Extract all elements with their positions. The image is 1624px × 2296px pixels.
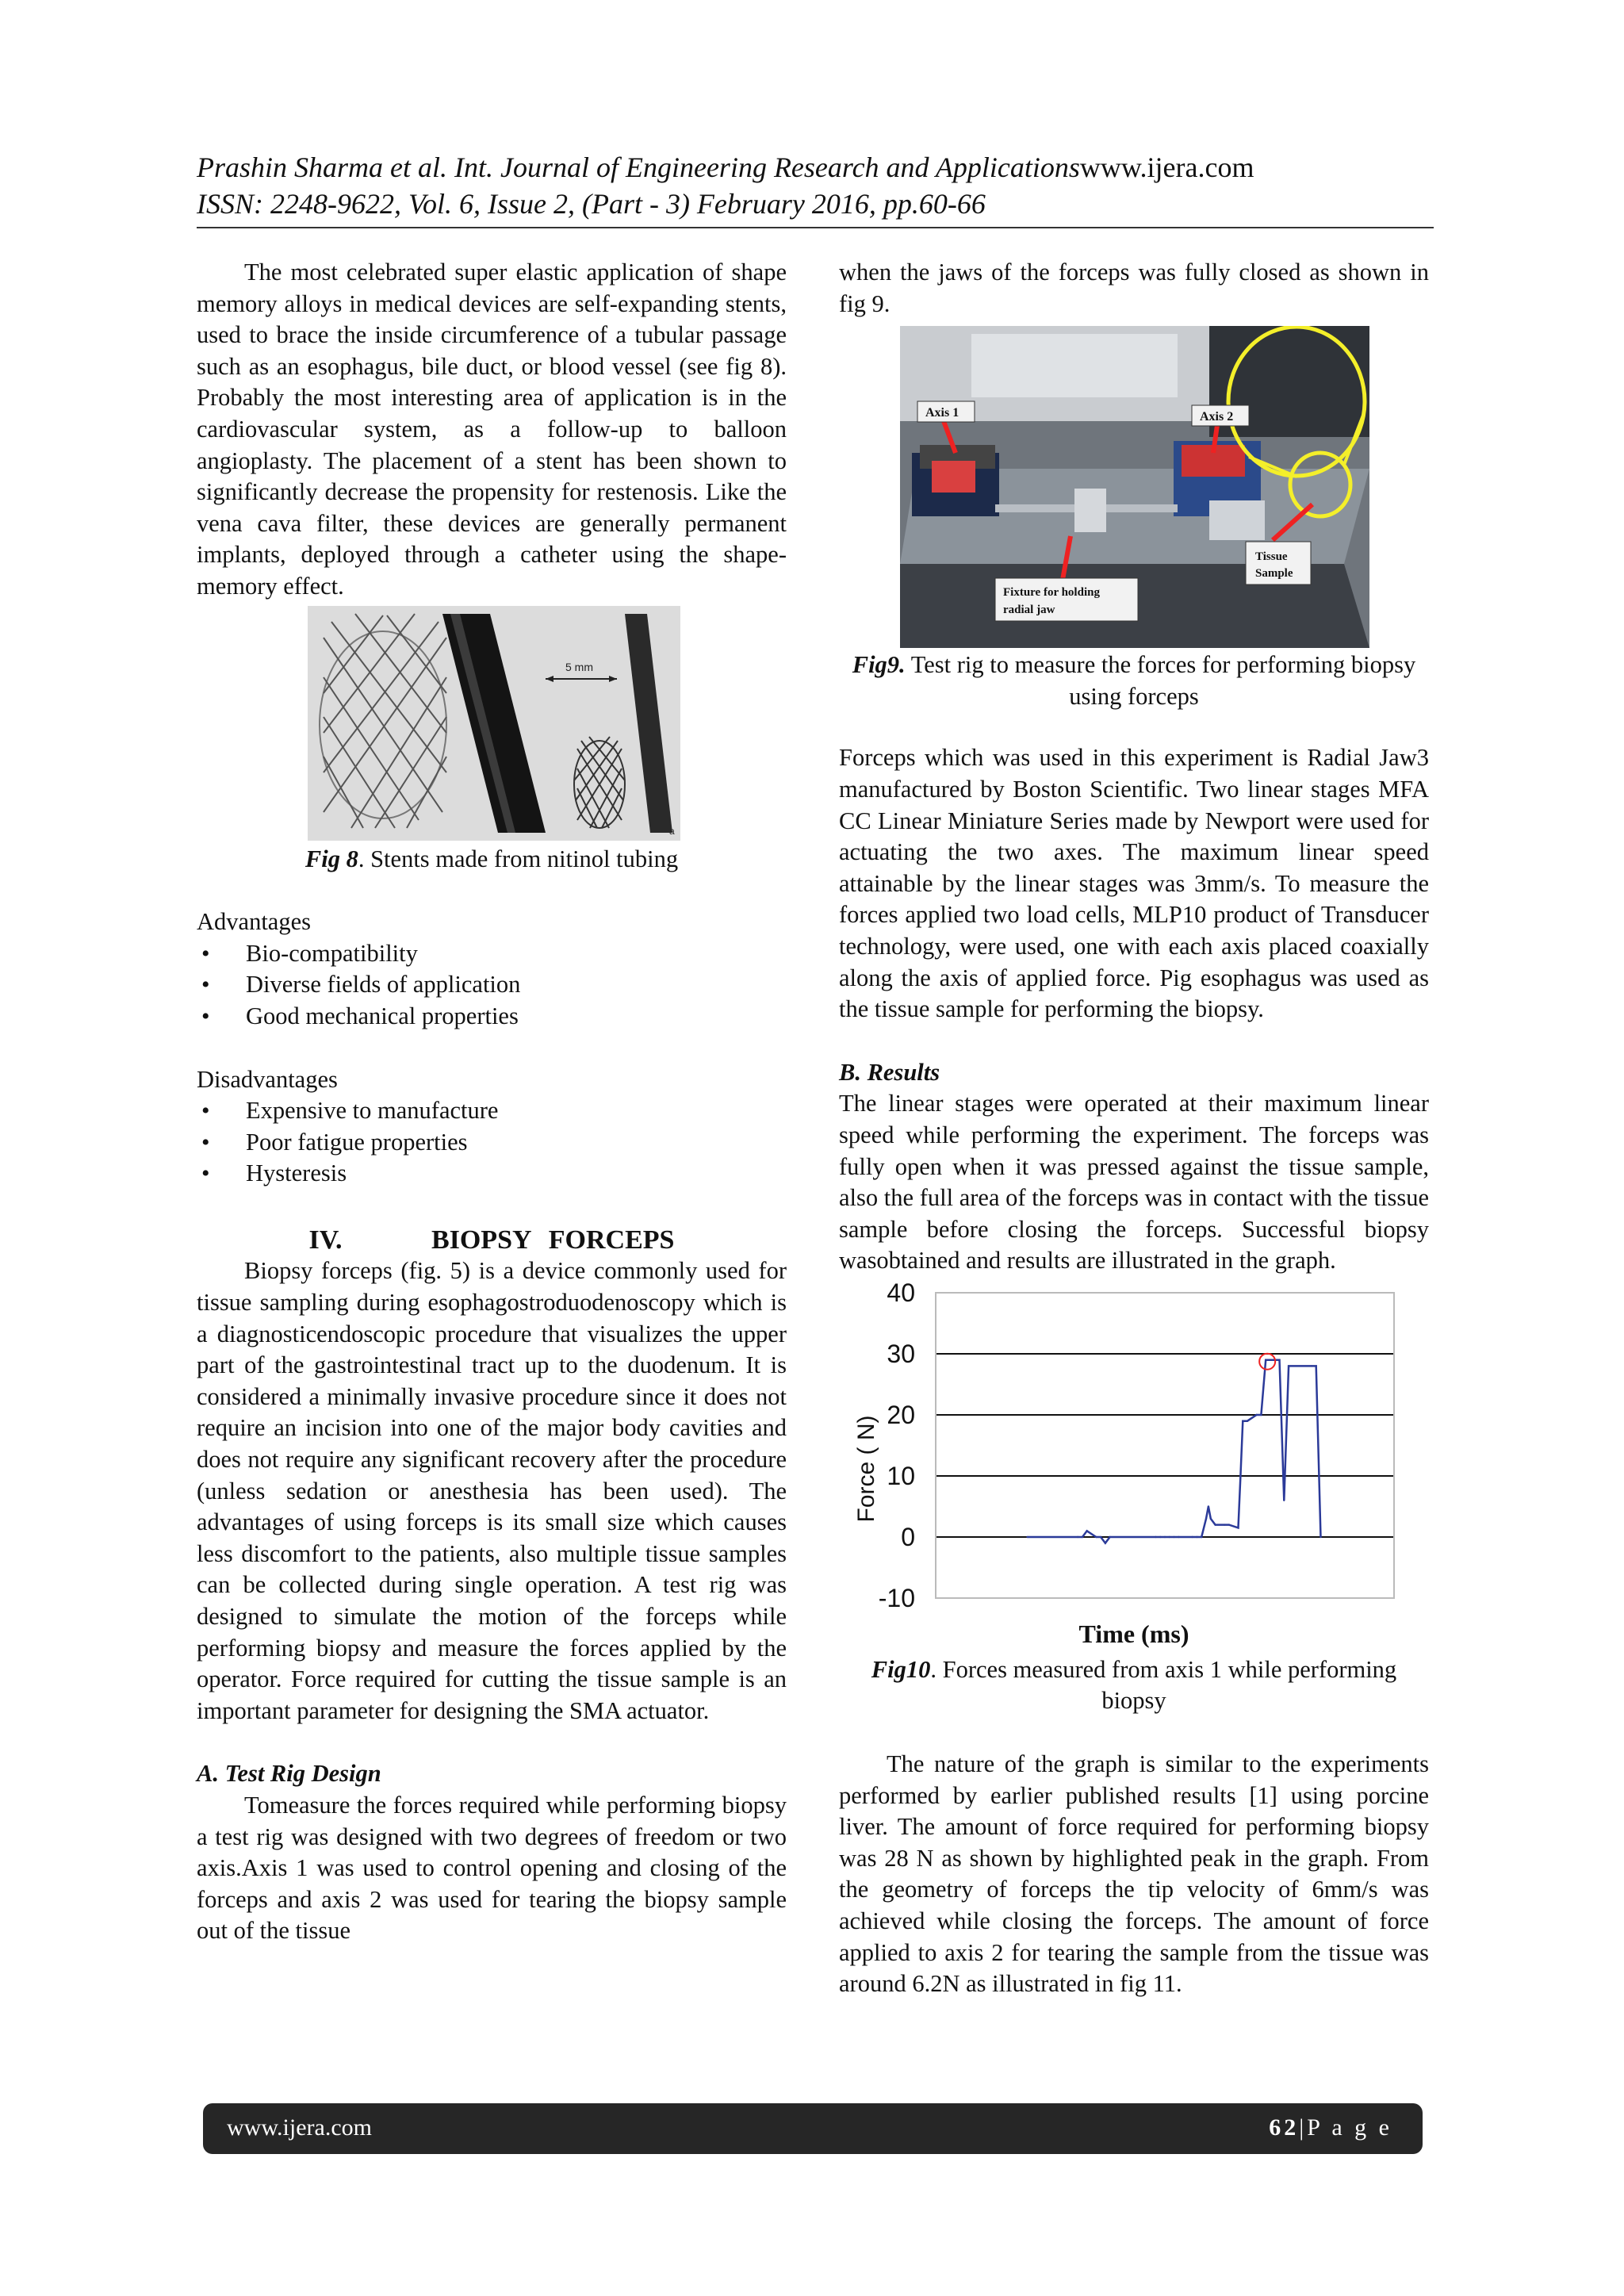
chart-data-point	[1191, 1536, 1193, 1538]
chart-data-point	[1260, 1414, 1262, 1416]
fig10-caption-text: . Forces measured from axis 1 while performing biopsy	[930, 1655, 1397, 1715]
chart-peak-highlight	[1259, 1354, 1275, 1370]
fig10-label: Fig10	[871, 1655, 931, 1683]
subsection-b-heading: B. Results	[839, 1058, 940, 1086]
right-column	[839, 257, 1429, 2000]
fig8-caption-text: . Stents made from nitinol tubing	[358, 845, 679, 872]
fig8-label: Fig 8	[304, 845, 358, 872]
chart-data-point	[1242, 1420, 1243, 1421]
header-issn: ISSN: 2248-9622, Vol. 6, Issue 2, (Part - 3) February 2016, pp.60-66	[197, 188, 986, 220]
chart-plot-frame	[936, 1293, 1394, 1598]
chart-y-tick-label: 30	[887, 1339, 915, 1368]
fig10-caption	[839, 1654, 1429, 1717]
fig9-caption	[839, 650, 1429, 712]
chart-data-point	[1082, 1536, 1083, 1538]
chart-data-point	[1201, 1536, 1202, 1538]
chart-data-point	[1026, 1536, 1028, 1538]
chart-data-point	[1155, 1536, 1156, 1538]
disadvantages-list	[197, 1095, 787, 1190]
intro-paragraph: The most celebrated super elastic application of shape memory alloys in medical devices are self-expanding stents, used to brace the inside circumference of a tubular passage such as an esophagus, bile duct, or blood vessel (see fig 8). Probably the most interesting area of application is in the cardiovascular system, as a follow-up to balloon angioplasty. The placement of a stent has been shown to significantly decrease the propensity for restenosis. Like the vena cava filter, these devices are generally permanent implants, deployed through a catheter using the shape-memory effect.	[197, 259, 787, 600]
chart-data-point	[1320, 1536, 1321, 1538]
chart-series-line	[1028, 1360, 1321, 1543]
fig9-axis2-label: Axis 2	[1200, 410, 1234, 424]
chart-data-point	[1196, 1536, 1197, 1538]
chart-data-point	[1224, 1524, 1225, 1525]
fig9-caption-text: Test rig to measure the forces for performing biopsy using forceps	[905, 651, 1416, 710]
fig9-fixture-label-line1: Fixture for holding	[1003, 586, 1100, 600]
chart-y-axis-label: Force ( N)	[853, 1415, 879, 1523]
chart-data-point	[1237, 1527, 1239, 1528]
fig9-test-rig-image	[900, 326, 1369, 648]
chart-data-point	[1214, 1524, 1216, 1525]
list-item: • Good mechanical properties	[197, 1001, 787, 1033]
discussion-paragraph: The nature of the graph is similar to the experiments performed by earlier published results [1] using porcine liver. The amount of force required for performing biopsy was 28 N as shown by highlighted peak in the graph. From the geometry of forceps the tip velocity of 6mm/s was achieved while closing the forceps. The amount of force applied to axis 2 for tearing the sample from the tissue was around 6.2N as illustrated in fig 11.	[839, 1750, 1429, 1998]
chart-data-point	[1210, 1518, 1212, 1520]
advantages-list	[197, 938, 787, 1033]
chart-gridlines	[936, 1354, 1394, 1537]
forceps-paragraph: Forceps which was used in this experiment is Radial Jaw3 manufactured by Boston Scientific. Two linear stages MFA CC Linear Miniature Series made by Newport were used for actuating the two axes. The maximum linear speed attainable by the linear stages was 3mm/s. To measure the forces applied two load cells, MLP10 product of Transducer technology, were used, one with each axis placed coaxially along the axis of applied force. Pig esophagus was used as the tissue sample for performing the biopsy.	[839, 744, 1429, 1023]
fig10-force-chart	[839, 1282, 1429, 1654]
advantages-title: Advantages	[197, 908, 311, 936]
list-item: • Diverse fields of application	[197, 969, 787, 1001]
chart-data-point	[1255, 1414, 1257, 1416]
fig9-fixture-label-line2: radial jaw	[1003, 604, 1055, 617]
chart-data-point	[1244, 1420, 1246, 1421]
chart-data-point	[1316, 1365, 1317, 1366]
chart-data-point	[1208, 1505, 1209, 1507]
chart-y-tick-label: -10	[878, 1583, 915, 1612]
test-rig-paragraph: Tomeasure the forces required while performing biopsy a test rig was designed with two degrees of freedom or two axis.Axis 1 was used to control opening and closing of the forceps and axis 2 was used for tearing the biopsy sample out of the tissue	[197, 1791, 787, 1945]
chart-data-point	[1159, 1536, 1161, 1538]
left-column	[197, 257, 787, 1947]
chart-data-point	[1173, 1536, 1174, 1538]
fig8-scale-label: 5 mm	[565, 660, 593, 673]
section-heading: IV. BIOPSY FORCEPS	[308, 1225, 675, 1255]
list-item: • Expensive to manufacture	[197, 1095, 787, 1127]
chart-data-point	[1109, 1536, 1110, 1538]
chart-y-tick-label: 40	[887, 1281, 915, 1307]
chart-data-point	[1105, 1542, 1106, 1543]
results-paragraph: The linear stages were operated at their maximum linear speed while performing the experiment. The forceps was fully open when it was pressed against the tissue sample, also the full area of the forceps was in contact with the tissue sample before closing the forceps. Successful biopsy wasobtained and results are illustrated in the graph.	[839, 1090, 1429, 1274]
chart-data-point	[1283, 1499, 1285, 1501]
chart-data-point	[1247, 1420, 1248, 1421]
chart-x-axis-label: Time (ms)	[1078, 1619, 1189, 1648]
chart-data-point	[1164, 1536, 1166, 1538]
chart-data-point	[1095, 1536, 1097, 1538]
header-journal: Prashin Sharma et al. Int. Journal of Engineering Research and Applications	[197, 151, 1080, 183]
chart-data-point	[1178, 1536, 1179, 1538]
chart-series-points	[1026, 1359, 1321, 1543]
chart-y-tick-label: 0	[901, 1522, 915, 1551]
chart-data-point	[1228, 1524, 1230, 1525]
fig8-stents-image	[308, 606, 680, 841]
chart-y-tick-label: 20	[887, 1400, 915, 1429]
subsection-a-heading: A. Test Rig Design	[197, 1760, 381, 1788]
fig9-axis1-label: Axis 1	[925, 406, 959, 420]
header-rule	[197, 227, 1434, 228]
page-footer	[203, 2103, 1423, 2154]
chart-data-point	[1239, 1475, 1241, 1477]
chart-y-tick-labels	[879, 1282, 915, 1612]
chart-data-point	[1265, 1359, 1266, 1360]
list-item: • Poor fatigue properties	[197, 1127, 787, 1159]
chart-y-tick-label: 10	[887, 1461, 915, 1490]
chart-data-point	[1086, 1530, 1088, 1531]
biopsy-forceps-paragraph: Biopsy forceps (fig. 5) is a device commonly used for tissue sampling during esophagostroduodenoscopy which is a diagnosticendoscopic procedure that visualizes the upper part of the gastrointestinal tract up to the duodenum. It is considered a minimally invasive procedure since it does not require an incision into one of the major body cavities and does not require any significant recovery after the procedure (unless sedation or anesthesia has been used). The advantages of using forceps is its small size which causes less discomfort to the patients, also multiple tissue samples can be collected during single operation. A test rig was designed to simulate the motion of the forceps while performing biopsy and measure the forces applied by the operator. Force required for cutting the tissue sample is an important parameter for designing the SMA actuator.	[197, 1257, 787, 1724]
fig9-label: Fig9.	[852, 651, 906, 679]
footer-page-word: |P a g e	[1299, 2114, 1392, 2141]
chart-data-point	[1077, 1536, 1078, 1538]
chart-data-point	[1100, 1536, 1101, 1538]
fig9-tissue-label-line2: Sample	[1255, 567, 1293, 581]
chart-data-point	[1288, 1365, 1289, 1366]
footer-page-num: 62	[1269, 2114, 1300, 2141]
list-item: • Bio-compatibility	[197, 938, 787, 970]
footer-page-number	[1269, 2114, 1392, 2141]
fig9-tissue-label-line1: Tissue	[1255, 550, 1288, 564]
disadvantages-title: Disadvantages	[197, 1065, 338, 1093]
header-url[interactable]: www.ijera.com	[1079, 151, 1254, 183]
list-item: • Hysteresis	[197, 1158, 787, 1190]
chart-data-point	[1311, 1365, 1312, 1366]
fig8-caption	[197, 844, 787, 876]
fig8-corner-letter: a	[669, 825, 675, 837]
chart-data-point	[1169, 1536, 1170, 1538]
chart-data-point	[1278, 1359, 1280, 1360]
chart-data-point	[1205, 1518, 1207, 1520]
continued-paragraph: when the jaws of the forceps was fully closed as shown in fig 9.	[839, 259, 1429, 317]
running-header	[197, 149, 1434, 222]
footer-url[interactable]: www.ijera.com	[227, 2114, 372, 2141]
